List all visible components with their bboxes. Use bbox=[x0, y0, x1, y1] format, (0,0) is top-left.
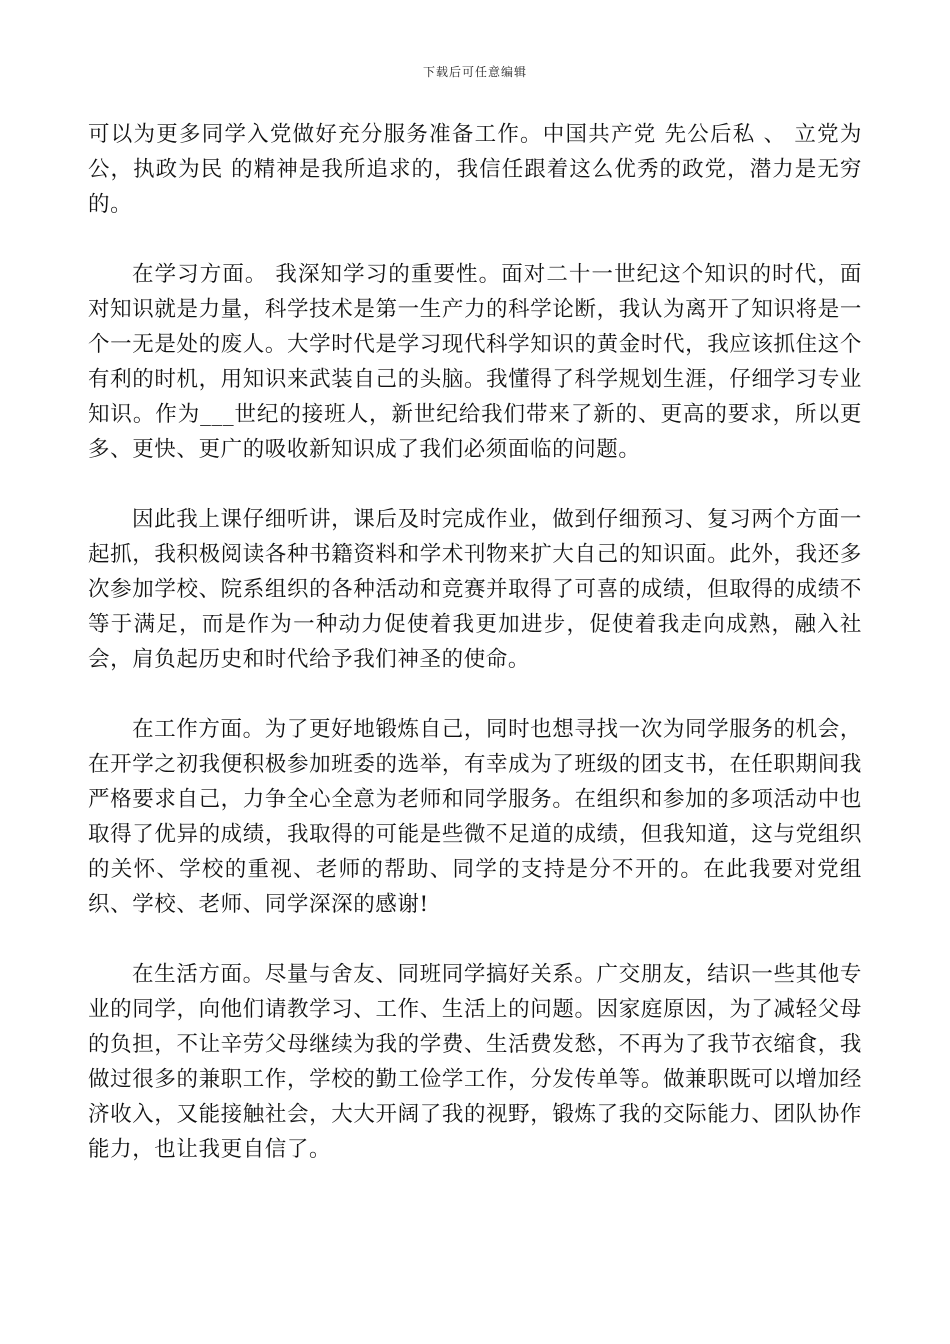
page-header: 下载后可任意编辑 bbox=[422, 65, 527, 79]
paragraph-study-effort: 因此我上课仔细听讲，课后及时完成作业，做到仔细预习、复习两个方面一起抓，我积极阅读各种书籍资料和学术刊物来扩大自己的知识面。此外，我还多次参加学校、院系组织的各种活动和竞赛并取得了可喜的成绩，但取得的成绩不等于满足，而是作为一种动力促使着我更加进步，促使着我走向成熟，融入社会，肩负起历史和时代给予我们神圣的使命。 bbox=[88, 507, 862, 672]
paragraph-study: 在学习方面。 我深知学习的重要性。面对二十一世纪这个知识的时代，面对知识就是力量，科学技术是第一生产力的科学论断，我认为离开了知识将是一个一无是处的废人。大学时代是学习现代科学知识的黄金时代，我应该抓住这个有利的时机，用知识来武装自己的头脑。我懂得了科学规划生涯，仔细学习专业知识。作为___世纪的接班人，新世纪给我们带来了新的、更高的要求，所以更多、更快、更广的吸收新知识成了我们必须面临的问题。 bbox=[88, 262, 862, 462]
paragraph-continuation: 可以为更多同学入党做好充分服务准备工作。中国共产党 先公后私 、 立党为公，执政为民 的精神是我所追求的，我信任跟着这么优秀的政党，潜力是无穷的。 bbox=[88, 122, 862, 217]
paragraph-work: 在工作方面。为了更好地锻炼自己，同时也想寻找一次为同学服务的机会，在开学之初我便积极参加班委的选举，有幸成为了班级的团支书，在任职期间我严格要求自己，力争全心全意为老师和同学服务。在组织和参加的多项活动中也取得了优异的成绩，我取得的可能是些微不足道的成绩，但我知道，这与党组织的关怀、学校的重视、老师的帮助、同学的支持是分不开的。在此我要对党组织、学校、老师、同学深深的感谢! bbox=[88, 717, 862, 917]
paragraph-life: 在生活方面。尽量与舍友、同班同学搞好关系。广交朋友，结识一些其他专业的同学，向他们请教学习、工作、生活上的问题。因家庭原因，为了减轻父母的负担，不让辛劳父母继续为我的学费、生活费发愁，不再为了我节衣缩食，我做过很多的兼职工作，学校的勤工俭学工作，分发传单等。做兼职既可以增加经济收入，又能接触社会，大大开阔了我的视野，锻炼了我的交际能力、团队协作能力，也让我更自信了。 bbox=[88, 962, 862, 1162]
document-body bbox=[88, 117, 862, 1167]
